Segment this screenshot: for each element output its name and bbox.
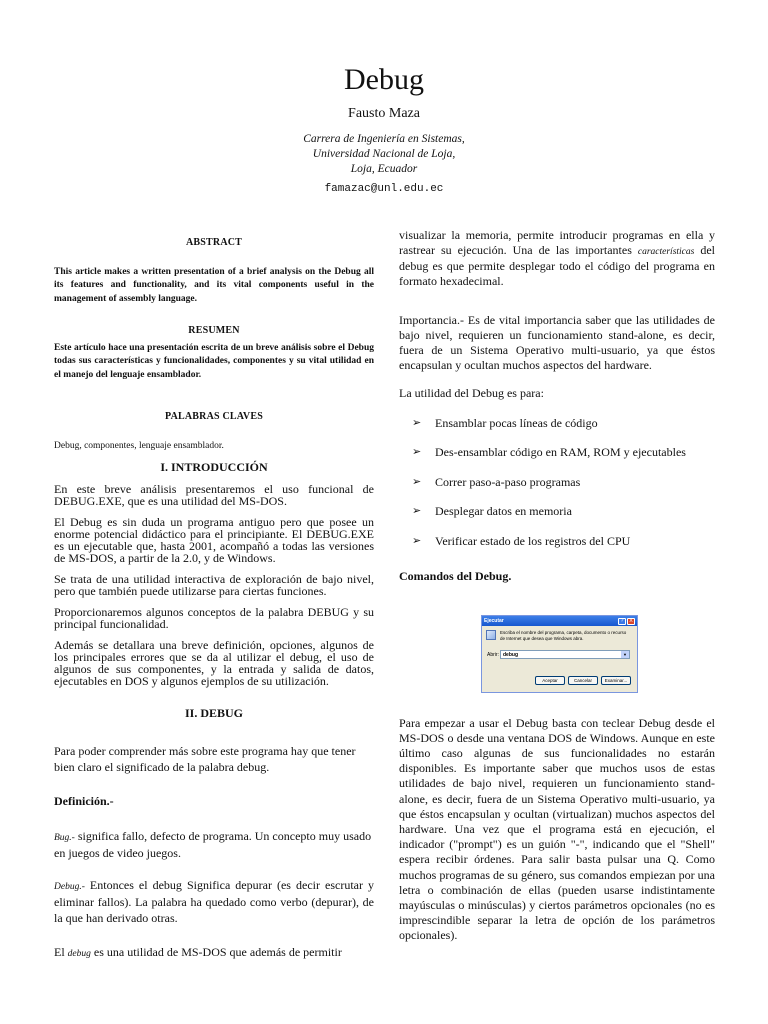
abstract-text: This article makes a written presentation of a brief analysis on the Debug all its features and functionality, and its vital components useful in the management of assembly language. [54, 266, 374, 304]
intro-paragraph: Proporcionaremos algunos conceptos de la palabra DEBUG y su principal funcionalidad. [54, 605, 374, 631]
bug-definition [54, 828, 374, 861]
section-2-heading: II. DEBUG [184, 706, 243, 720]
arrow-bullet-icon: ➢ [412, 475, 422, 488]
importancia-paragraph: Importancia.- Es de vital importancia saber que las utilidades de bajo nivel, requieren un funcionamiento stand-alone, es decir, fuera de un Sistema Operativo multi-usuario, ya que éstos encapsulan y ocultan muchos aspectos del hardware. [399, 313, 715, 372]
debug-term: Debug.- [54, 882, 85, 892]
list-item [399, 535, 715, 549]
arrow-bullet-icon: ➢ [412, 416, 422, 429]
cancel-button: Cancelar [568, 676, 598, 685]
intro-paragraph: El Debug es sin duda un programa antiguo pero que posee un enorme potencial didáctico para el principiante. El DEBUG.EXE es un ejecutable que, hasta 2001, acompañó a todas las versiones de MS-DOS, a partir de la 2.0, y de Windows. [54, 515, 374, 565]
final-paragraph: Para empezar a usar el Debug basta con teclear Debug desde el MS-DOS o desde una ventana DOS de Windows. Aunque en este último caso algunas de sus funcionalidades no estarán disponibles. Es importante saber que muchos usos de estas utilidades de bajo nivel, requieren un funcionamiento stand-alone, es decir, fuera de un Sistema Operativo multi-usuario, ya que éstos encapsulan y ocultan (virtualizan) muchos aspectos del hardware. Una vez que el programa está en ejecución, el indicador ("prompt") es un guión "-", indicando que el "Shell" espera recibir órdenes. Para salir basta pulsar una Q. Como muchos programas de su género, sus comandos empiezan por una letra o combinación de ellas (pueden usarse indistintamente mayúsculas o minúsculas) y ciertos parámetros opcionales (no es imprescindible separar la letra de opción de los parámetros opcionales). [399, 715, 715, 943]
list-item-text: Des-ensamblar código en RAM, ROM y ejecutables [435, 445, 686, 459]
paper-title: Debug [344, 63, 424, 96]
list-item [399, 505, 715, 519]
list-item-text: Verificar estado de los registros del CPU [435, 533, 631, 548]
arrow-bullet-icon: ➢ [412, 534, 422, 547]
intro-paragraph: Además se detallara una breve definición, opciones, algunos de los principales errores que se da al utilizar el debug, el uso de algunos de sus componentes, y la entrada y salida de datos, ejecutables en DOS y algunos ejemplos de su utilización. [54, 638, 374, 688]
debug-intro-paragraph: Para poder comprender más sobre este programa hay que tener bien claro el significado de la palabra debug. [54, 743, 356, 774]
open-label: Abrir: [487, 652, 499, 658]
text-run: es una utilidad de MS-DOS que además de permitir [90, 945, 342, 959]
author-email: famazac@unl.edu.ec [324, 183, 444, 195]
section-1-heading: I. INTRODUCCIÓN [160, 459, 268, 474]
affiliation [0, 132, 768, 177]
open-input-value: debug [503, 652, 518, 658]
utilidad-intro: La utilidad del Debug es para: [399, 386, 544, 400]
right-column [399, 228, 715, 944]
list-item-text: Correr paso-a-paso programas [435, 474, 581, 489]
text-run: El [54, 945, 68, 959]
text-run: visualizar la memoria, permite introducir programas en ella y rastrear su ejecución. Una de las importantes [399, 228, 715, 257]
comandos-heading: Comandos del Debug. [399, 569, 512, 583]
dialog-titlebar [482, 616, 637, 626]
list-item-text: Ensamblar pocas líneas de código [435, 415, 598, 430]
continuation-paragraph [399, 228, 715, 289]
chevron-down-icon: ▼ [621, 651, 629, 658]
dialog-message: Escriba el nombre del programa, carpeta, documento o recurso de Internet que desea que Windows abra. [500, 630, 627, 641]
left-column [54, 228, 374, 961]
close-icon: X [627, 618, 635, 625]
dialog-body [482, 626, 637, 692]
list-item [399, 446, 715, 460]
caracteristicas-term: características [637, 247, 695, 257]
intro-paragraph: En este breve análisis presentaremos el uso funcional de DEBUG.EXE, que es una utilidad del MS-DOS. [54, 482, 374, 508]
bug-definition-text: significa fallo, defecto de programa. Un concepto muy usado en juegos de video juegos. [54, 829, 372, 860]
list-item [399, 476, 715, 490]
dialog-title: Ejecutar [484, 618, 504, 624]
ok-button: Aceptar [535, 676, 565, 685]
help-icon: ? [618, 618, 626, 625]
debug-definition-text: Entonces el debug Significa depurar (es decir escrutar y eliminar fallos). La palabra ha quedado como verbo (depurar), de la que han derivado otras. [54, 878, 374, 925]
arrow-bullet-icon: ➢ [412, 505, 422, 517]
run-program-icon [486, 630, 496, 640]
text-run: del debug es que permite desplegar todo el código del programa en formato hexadecimal. [399, 243, 715, 288]
dialog-controls [618, 618, 635, 625]
debug-utility-paragraph [54, 944, 374, 961]
keywords-heading: PALABRAS CLAVES [165, 411, 263, 422]
bug-term: Bug.- [54, 833, 75, 843]
abstract-heading: ABSTRACT [185, 237, 243, 248]
resumen-text: Este artículo hace una presentación escrita de un breve análisis sobre el Debug todas sus características y funcionalidades, componentes y su vital utilidad en el manejo del lenguaje ensamblador. [54, 342, 374, 380]
definicion-heading: Definición.- [54, 793, 114, 808]
arrow-bullet-icon: ➢ [412, 446, 422, 458]
debug-term-inline: debug [67, 949, 91, 959]
debug-definition [54, 877, 374, 926]
affiliation-line: Loja, Ecuador [350, 163, 418, 175]
resumen-heading: RESUMEN [188, 325, 240, 336]
dialog-buttons [535, 676, 631, 685]
list-item-text: Desplegar datos en memoria [435, 504, 572, 518]
keywords-text: Debug, componentes, lenguaje ensamblador. [54, 440, 224, 451]
affiliation-line: Universidad Nacional de Loja, [312, 148, 456, 160]
browse-button: Examinar... [601, 676, 631, 685]
paper-header [0, 62, 768, 195]
list-item [399, 417, 715, 431]
open-combobox [500, 650, 630, 659]
run-dialog-screenshot [481, 615, 638, 693]
intro-paragraph: Se trata de una utilidad interactiva de exploración de bajo nivel, pero que también puede utilizarse para ciertas funciones. [54, 572, 374, 598]
author-name: Fausto Maza [348, 106, 420, 121]
affiliation-line: Carrera de Ingeniería en Sistemas, [303, 133, 465, 145]
utility-list [399, 417, 715, 549]
